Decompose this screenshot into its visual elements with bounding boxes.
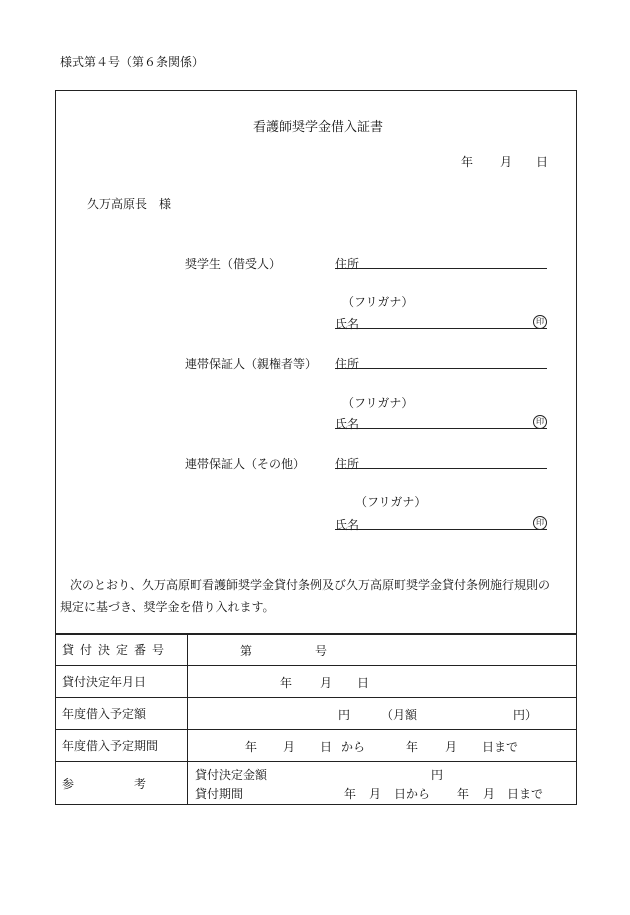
addressee: 久万高原長 様 xyxy=(87,197,172,211)
guarantor-parent-address-field[interactable] xyxy=(335,368,547,369)
table-row xyxy=(56,698,577,730)
guarantor-other-furigana-label: （フリガナ） xyxy=(355,495,427,509)
period-start-year: 年 xyxy=(245,740,258,754)
statement-line-2: 規定に基づき、奨学金を借り入れます。 xyxy=(60,600,275,614)
notes-label: 参 考 xyxy=(56,762,188,805)
date-month-label: 月 xyxy=(500,155,513,169)
guarantor-parent-seal-mark: 印 xyxy=(533,415,547,429)
decision-date-day: 日 xyxy=(357,676,370,690)
notes-end-month: 月 xyxy=(483,787,496,801)
guarantor-other-address-field[interactable] xyxy=(335,468,547,469)
date-day-label: 日 xyxy=(536,155,549,169)
guarantor-parent-name-field[interactable] xyxy=(335,428,547,429)
table-row xyxy=(56,666,577,698)
annual-amount-label: 年度借入予定額 xyxy=(56,698,188,730)
table-row xyxy=(56,730,577,762)
statement-line-1: 次のとおり、久万高原町看護師奨学金貸付条例及び久万高原町奨学金貸付条例施行規則の xyxy=(70,578,551,592)
period-end-month: 月 xyxy=(445,740,458,754)
decision-number-prefix: 第 xyxy=(240,644,253,658)
monthly-amount-open: （月額 xyxy=(381,708,418,722)
notes-until: 日まで xyxy=(507,787,544,801)
borrower-name-label: 氏名 xyxy=(335,317,360,331)
annual-period-label: 年度借入予定期間 xyxy=(56,730,188,762)
form-number: 様式第４号（第６条関係） xyxy=(60,55,205,69)
decision-number-cell[interactable] xyxy=(188,634,577,666)
decision-date-cell[interactable] xyxy=(188,666,577,698)
annual-amount-yen: 円 xyxy=(338,708,351,722)
borrower-address-field[interactable] xyxy=(335,268,547,269)
guarantor-parent-role: 連帯保証人（親権者等） xyxy=(185,357,318,371)
annual-period-cell[interactable] xyxy=(188,730,577,762)
borrower-address-label: 住所 xyxy=(335,257,360,271)
table-row xyxy=(56,762,577,805)
notes-amount-yen: 円 xyxy=(431,768,444,782)
borrower-role: 奨学生（借受人） xyxy=(185,257,282,271)
decision-date-year: 年 xyxy=(280,676,293,690)
guarantor-parent-name-label: 氏名 xyxy=(335,417,360,431)
borrower-seal-mark: 印 xyxy=(533,315,547,329)
document-title: 看護師奨学金借入証書 xyxy=(253,120,384,135)
decision-number-label: 貸付決定番号 xyxy=(56,634,188,666)
notes-start-month: 月 xyxy=(369,787,382,801)
period-end-year: 年 xyxy=(406,740,419,754)
guarantor-other-role: 連帯保証人（その他） xyxy=(185,457,306,471)
decision-number-suffix: 号 xyxy=(315,644,328,658)
guarantor-other-address-label: 住所 xyxy=(335,457,360,471)
period-start-day: 日 xyxy=(320,740,333,754)
guarantor-other-seal-mark: 印 xyxy=(533,516,547,530)
notes-end-year: 年 xyxy=(457,787,470,801)
period-from: から xyxy=(341,740,366,754)
guarantor-other-name-field[interactable] xyxy=(335,529,547,530)
annual-amount-cell[interactable] xyxy=(188,698,577,730)
notes-period-label: 貸付期間 xyxy=(195,787,244,801)
notes-cell[interactable] xyxy=(188,762,577,805)
period-start-month: 月 xyxy=(283,740,296,754)
notes-start-year: 年 xyxy=(344,787,357,801)
loan-details-table xyxy=(55,633,577,805)
date-year-label: 年 xyxy=(461,155,474,169)
decision-date-month: 月 xyxy=(320,676,333,690)
notes-amount-label: 貸付決定金額 xyxy=(195,768,268,782)
guarantor-parent-furigana-label: （フリガナ） xyxy=(342,396,414,410)
decision-date-label: 貸付決定年月日 xyxy=(56,666,188,698)
notes-from: 日から xyxy=(394,787,431,801)
guarantor-other-name-label: 氏名 xyxy=(335,518,360,532)
period-until: 日まで xyxy=(482,740,519,754)
table-row xyxy=(56,634,577,666)
guarantor-parent-address-label: 住所 xyxy=(335,357,360,371)
borrower-furigana-label: （フリガナ） xyxy=(342,295,414,309)
borrower-name-field[interactable] xyxy=(335,328,547,329)
monthly-amount-close: 円） xyxy=(513,708,538,722)
